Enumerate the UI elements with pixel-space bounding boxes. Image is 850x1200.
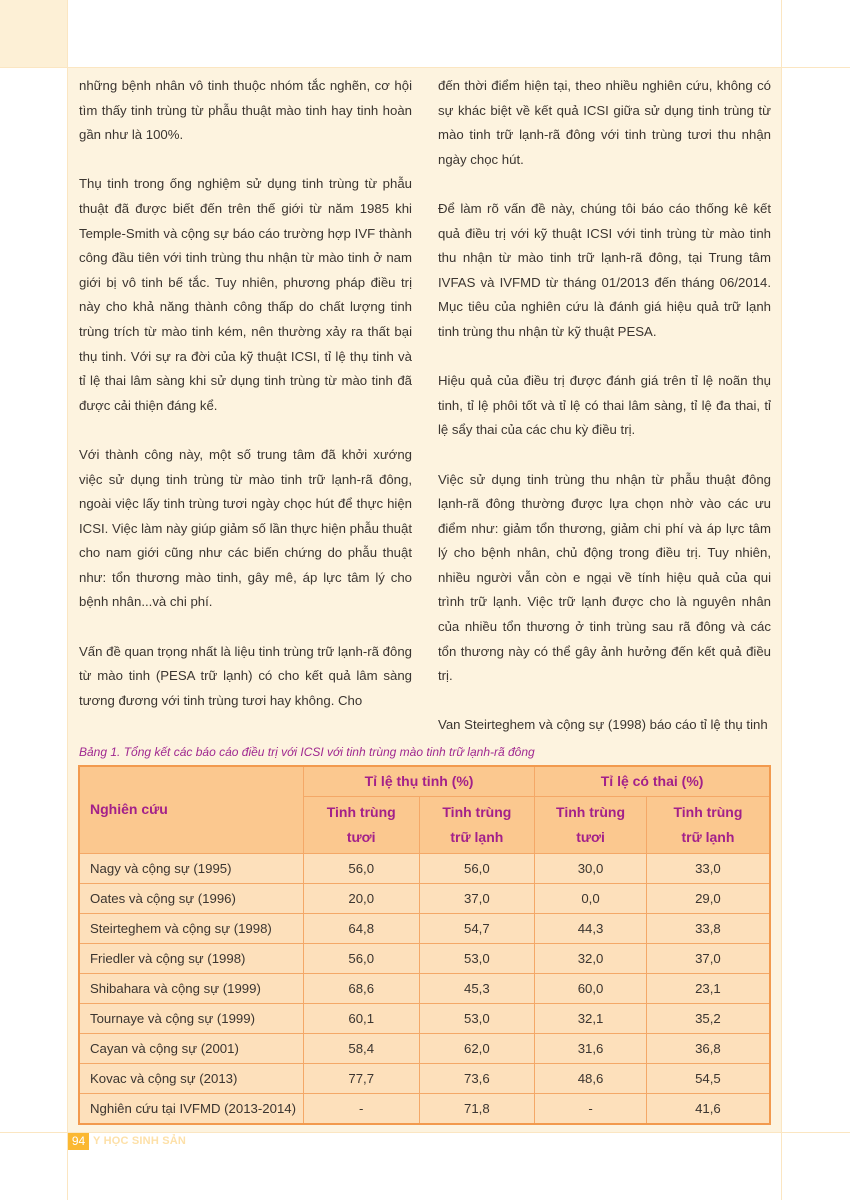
value-cell: 44,3	[535, 914, 647, 944]
study-name-cell: Nagy và cộng sự (1995)	[79, 854, 303, 884]
bottom-rule	[0, 1132, 850, 1133]
value-cell: 56,0	[419, 854, 535, 884]
table-caption: Bảng 1. Tổng kết các báo cáo điều trị với ICSI với tinh trùng mào tinh trữ lạnh-rã đông	[79, 745, 535, 759]
paragraph: Để làm rõ vấn đề này, chúng tôi báo cáo thống kê kết quả điều trị với kỹ thuật ICSI với tinh trùng từ mào tinh thu nhận từ mào tinh trữ lạnh-rã đông, tại Trung tâm IVFAS và IVFMD từ tháng 01/2013 đến tháng 06/2014. Mục tiêu của nghiên cứu là đánh giá hiệu quả trữ lạnh tinh trùng thu nhận từ kỹ thuật PESA.	[438, 200, 771, 339]
value-cell: 56,0	[303, 944, 419, 974]
value-cell: 33,0	[646, 854, 770, 884]
value-cell: 54,5	[646, 1064, 770, 1094]
value-cell: 58,4	[303, 1034, 419, 1064]
study-name-cell: Steirteghem và cộng sự (1998)	[79, 914, 303, 944]
paragraph: Với thành công này, một số trung tâm đã khởi xướng việc sử dụng tinh trùng từ mào tinh trữ lạnh-rã đông, ngoài việc lấy tinh trùng tươi ngày chọc hút để thực hiện ICSI. Việc làm này giúp giảm số lần thực hiện phẫu thuật cho nam giới cũng như các biến chứng do phẫu thuật như: tổn thương mào tinh, gây mê, áp lực tâm lý cho bệnh nhân...và chi phí.	[79, 446, 412, 610]
study-name-cell: Nghiên cứu tại IVFMD (2013-2014)	[79, 1094, 303, 1125]
table-row	[79, 854, 770, 884]
left-rule	[67, 0, 68, 1200]
pregnancy-rate-header: Tỉ lệ có thai (%)	[535, 766, 770, 797]
table-row	[79, 1094, 770, 1125]
right-column	[438, 74, 771, 738]
value-cell: 35,2	[646, 1004, 770, 1034]
value-cell: -	[303, 1094, 419, 1125]
study-name-cell: Oates và cộng sự (1996)	[79, 884, 303, 914]
study-name-cell: Tournaye và cộng sự (1999)	[79, 1004, 303, 1034]
corner-decoration	[0, 0, 67, 67]
paragraph: Thụ tinh trong ống nghiệm sử dụng tinh trùng từ phẫu thuật đã được biết đến trên thế giới từ năm 1985 khi Temple-Smith và cộng sự báo cáo trường hợp IVF thành công đầu tiên với tinh trùng thu nhận từ mào tinh ở nam giới bị vô tinh bế tắc. Tuy nhiên, phương pháp điều trị này cho khả năng thành công thấp do chất lượng tinh trùng trích từ mào tinh kém, nên thường xảy ra thất bại thụ tinh. Với sự ra đời của kỹ thuật ICSI, tỉ lệ thụ tinh và tỉ lệ thai lâm sàng khi sử dụng tinh trùng từ mào tinh đã được cải thiện đáng kể.	[79, 176, 412, 413]
value-cell: 0,0	[535, 884, 647, 914]
paragraph: Việc sử dụng tinh trùng thu nhận từ phẫu thuật đông lạnh-rã đông thường được lựa chọn nhờ vào các ưu điểm như: giảm tổn thương, giảm chi phí và áp lực tâm lý cho bệnh nhân, chủ động trong điều trị. Tuy nhiên, nhiều người vẫn còn e ngại về tính hiệu quả của qui trình trữ lạnh. Việc trữ lạnh được cho là nguyên nhân của nhiều tổn thương ở tinh trùng sau rã đông và các tổn thương này có thể gây ảnh hưởng đến kết quả điều trị.	[438, 471, 771, 684]
value-cell: 77,7	[303, 1064, 419, 1094]
journal-title: Y HỌC SINH SẢN	[93, 1135, 187, 1147]
value-cell: 56,0	[303, 854, 419, 884]
value-cell: 37,0	[646, 944, 770, 974]
value-cell: 23,1	[646, 974, 770, 1004]
value-cell: 32,0	[535, 944, 647, 974]
study-name-cell: Friedler và cộng sự (1998)	[79, 944, 303, 974]
value-cell: 62,0	[419, 1034, 535, 1064]
value-cell: 36,8	[646, 1034, 770, 1064]
page-number: 94	[68, 1133, 89, 1150]
table-row	[79, 974, 770, 1004]
value-cell: 73,6	[419, 1064, 535, 1094]
paragraph: Hiệu quả của điều trị được đánh giá trên tỉ lệ noãn thụ tinh, tỉ lệ phôi tốt và tỉ lệ có thai lâm sàng, tỉ lệ đa thai, tỉ lệ sẩy thai của các chu kỳ điều trị.	[438, 373, 771, 438]
value-cell: 71,8	[419, 1094, 535, 1125]
value-cell: 64,8	[303, 914, 419, 944]
table-row	[79, 1034, 770, 1064]
value-cell: 68,6	[303, 974, 419, 1004]
table-row	[79, 944, 770, 974]
value-cell: 54,7	[419, 914, 535, 944]
fertilization-rate-header: Tỉ lệ thụ tinh (%)	[303, 766, 534, 797]
left-column	[79, 74, 412, 713]
table-body	[79, 854, 770, 1125]
value-cell: 37,0	[419, 884, 535, 914]
study-column-header: Nghiên cứu	[79, 766, 303, 854]
table-row	[79, 884, 770, 914]
table-row	[79, 1064, 770, 1094]
value-cell: 45,3	[419, 974, 535, 1004]
subheader-fresh-sperm: Tinh trùng tươi	[303, 797, 419, 854]
value-cell: 53,0	[419, 1004, 535, 1034]
study-name-cell: Shibahara và cộng sự (1999)	[79, 974, 303, 1004]
paragraph: những bệnh nhân vô tinh thuộc nhóm tắc nghẽn, cơ hội tìm thấy tinh trùng từ phẫu thuật mào tinh hay tinh hoàn gần như là 100%.	[79, 78, 412, 143]
value-cell: 41,6	[646, 1094, 770, 1125]
paragraph: đến thời điểm hiện tại, theo nhiều nghiên cứu, không có sự khác biệt về kết quả ICSI giữa sử dụng tinh trùng từ mào tinh trữ lạnh-rã đông với tinh trùng tươi thu nhận ngày chọc hút.	[438, 78, 771, 167]
value-cell: 60,1	[303, 1004, 419, 1034]
value-cell: 31,6	[535, 1034, 647, 1064]
value-cell: 60,0	[535, 974, 647, 1004]
value-cell: 33,8	[646, 914, 770, 944]
results-table	[78, 765, 771, 1125]
study-name-cell: Kovac và cộng sự (2013)	[79, 1064, 303, 1094]
subheader-frozen-sperm: Tinh trùng trữ lạnh	[419, 797, 535, 854]
paragraph: Vấn đề quan trọng nhất là liệu tinh trùng trữ lạnh-rã đông từ mào tinh (PESA trữ lạnh) có cho kết quả lâm sàng tương đương với tinh trùng tươi hay không. Cho	[79, 643, 412, 708]
study-name-cell: Cayan và cộng sự (2001)	[79, 1034, 303, 1064]
value-cell: 20,0	[303, 884, 419, 914]
table-row	[79, 914, 770, 944]
value-cell: 53,0	[419, 944, 535, 974]
value-cell: 29,0	[646, 884, 770, 914]
value-cell: -	[535, 1094, 647, 1125]
subheader-frozen-sperm: Tinh trùng trữ lạnh	[646, 797, 770, 854]
subheader-fresh-sperm: Tinh trùng tươi	[535, 797, 647, 854]
value-cell: 48,6	[535, 1064, 647, 1094]
right-rule	[781, 0, 782, 1200]
value-cell: 30,0	[535, 854, 647, 884]
paragraph: Van Steirteghem và cộng sự (1998) báo cáo tỉ lệ thụ tinh	[438, 717, 768, 733]
table-row	[79, 1004, 770, 1034]
value-cell: 32,1	[535, 1004, 647, 1034]
top-rule	[0, 67, 850, 68]
